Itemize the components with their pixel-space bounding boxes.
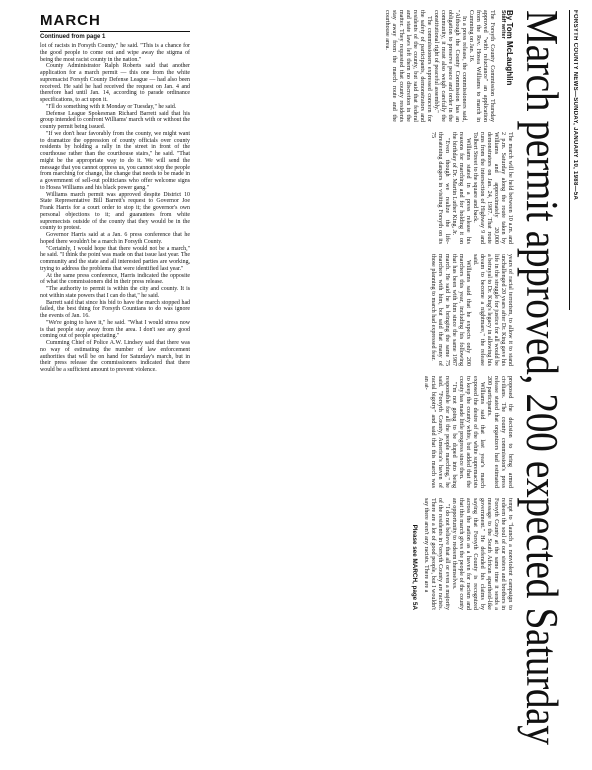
paragraph: "The authority to permit is within the city and county. It is not within state powers that I can do that," he said. xyxy=(40,286,190,299)
paragraph: Williams stated in a press release his reasons for marching and for holding it on the birthday of Dr. Martin Luther King, Jr. xyxy=(451,132,471,244)
paragraph: The commissioners expressed concern for the safety of participants, demonstrators and residents of the county, but said that federal and state laws left them no discretion in the matter. They requested that county residents stay away from the march route and the courthouse area. xyxy=(384,10,432,122)
continuation-body xyxy=(40,43,190,374)
paragraph: Defense League Spokesman Richard Barrett said that his group intended to confront Williams' march with or without the county permit being issued. xyxy=(40,110,190,130)
jump-heading: MARCH xyxy=(40,12,190,32)
article-column-3 xyxy=(429,254,513,366)
byline xyxy=(499,10,513,120)
paragraph: "Even though we realize the life-threatening dangers in visiting Forsyth on its 75 xyxy=(430,132,450,244)
byline-name: By Tom McLaughlin xyxy=(505,10,514,86)
byline-role: Staff writer xyxy=(500,10,506,39)
paragraph: lot of racists in Forsyth County," he said. "This is a chance for the good people to come out and wipe away the stigma of being the most racist county in the nation." xyxy=(40,43,190,63)
rotated-article-page xyxy=(208,10,578,770)
paragraph: "I'll do something with it Monday or Tuesday," he said. xyxy=(46,103,177,110)
continued-from-line: Continued from page 1 xyxy=(40,34,106,40)
article-column-1 xyxy=(383,10,513,122)
paragraph: "I'm not going to be duped into being responsible for all the people marching," he said. "Forsyth County, America's haven of racial bigotry" and said that this march was an at- xyxy=(423,376,457,488)
article-column-5 xyxy=(411,498,513,610)
paragraph: The Forsyth County Commission Thursday approved "with reluctance" an application from the Rev. Hosea Williams to march in Cumming on Jan. 16. xyxy=(468,10,495,122)
paragraph: Cumming Chief of Police A.W. Lindsey said that there was no way of estimating the number of law enforcement authorities that will be on hand for Saturday's march, but in their press release the commissioners indicated that there would be a sufficient amount to prevent violence. xyxy=(40,340,190,373)
paragraph: proposed the decision to bring armed civilians. The county commission's press release stated that organizers had estimated 200 participants. xyxy=(486,376,513,488)
paragraph: In a press release, the commissioners said, "Although the County Commission has an obligation to preserve peace and order in the community, it must also weigh carefully the constitutional right of peaceful assembly." xyxy=(433,10,467,122)
paragraph: The march will be held between 10 a.m. and 2 p.m. Saturday along the route taken by Williams and approximately 20,000 demonstrators on Jan. 24, 1987. That route runs from the intersection of Highway 9 and Tolbert Street to the square and back. xyxy=(472,132,513,244)
paragraph: Barrett said that since his bid to have the march stopped had failed, the best thing for Forsyth Countians to do was ignore the events of Jan. 16. xyxy=(40,299,190,319)
paragraph: Williams march permit was approved despite District 10 State Representative Bill Barrett's request to Governor Joe Frank Harris for a court order to stop it; the governor's own personal objections to it; and guarantees from white supremecists outside of the county that they would be in the county to protest. xyxy=(40,191,190,232)
article-column-4 xyxy=(422,376,513,488)
page-folio: FORSYTH COUNTY NEWS—SUNDAY, JANUARY 10, 1988—5A xyxy=(569,10,578,310)
paragraph: years of racial terrorism, to allow it to stand unchallenged 20 years after Dr. King gave his life in the struggle for justice for all would be a betrayal to Dr. King's legacy in allowing his dream to become a nightmare," the release said. xyxy=(472,254,513,366)
paragraph: At the same press conference, Harris indicated the opposite of what the commissioners did in their press release. xyxy=(40,272,190,286)
article-columns xyxy=(383,10,513,770)
paragraph: "If we don't hear favorably from the county, we might want to dramatize the oppression of county officials over county residents by holding a rally in the street in front of the courthouse rather than the courthouse stairs," he said. "That might be the appropriate way to do it. We will send the message that you cannot oppress us, you cannot stop the people from marching for change, the change that needs to be made in a government of sell-out politicians who offer welcome signs to Hosea Williams and his black power gang." xyxy=(40,130,190,191)
paragraph: "We're going to have it," he said. "What I would stress now is that people stay away from the area. I don't see any good coming out of people spectating." xyxy=(40,319,190,340)
paragraph: "I do not believe that all or even a majority of the residents in Forsyth County are racists. There are a lot of good people, but I wouldn't say there aren't any racists. There are a xyxy=(423,498,450,610)
paragraph: County Administrator Ralph Roberts said that another application for a march permit — this one from the white supremacist Forsyth County Defense League — had also been received. He said he had received the request on Jan. 4 and therefore had until Jan. 14, according to parade ordinance specifications, to act upon it. xyxy=(40,63,190,103)
article-column-2 xyxy=(429,132,513,244)
continuation-column xyxy=(40,12,190,712)
paragraph: Williams said that he expects only 200 marchers this year, including his following that has been with him since the same 1987 march. He said he is bringing the same 75 marchers with him, but said that many of those planning to march had expressed fear. xyxy=(430,254,471,366)
paragraph: Williams said that last year's march exposed the desire of the white supremacists to keep the county white, but added that the county has made little progress since then. xyxy=(458,376,485,488)
paragraph: "Certainly, I would hope that there would not be a march," he said. "I think the point was made on that issue last year. The community and the state and all interested parties are working, trying to address the problems that were identified last year." xyxy=(40,245,190,272)
headline: March permit approved, 200 expected Saturday xyxy=(517,10,568,745)
paragraph: tempt to "launch a nonviolent campaign to redeem the soul of our sisters and brothers in Forsyth County at the same time it sends a message to the South African apartheid-like government." He defended his claims by saying that Forsyth County is recognized across the nation as a haven for racism and that this march gives the people of the county an opportunity to redeem themselves. xyxy=(451,498,513,610)
paragraph: Governor Harris said at a Jan. 6 press conference that he hoped there wouldn't be a march in Forsyth County. xyxy=(40,232,190,245)
jump-line: Please see MARCH, page 5A xyxy=(411,524,418,610)
